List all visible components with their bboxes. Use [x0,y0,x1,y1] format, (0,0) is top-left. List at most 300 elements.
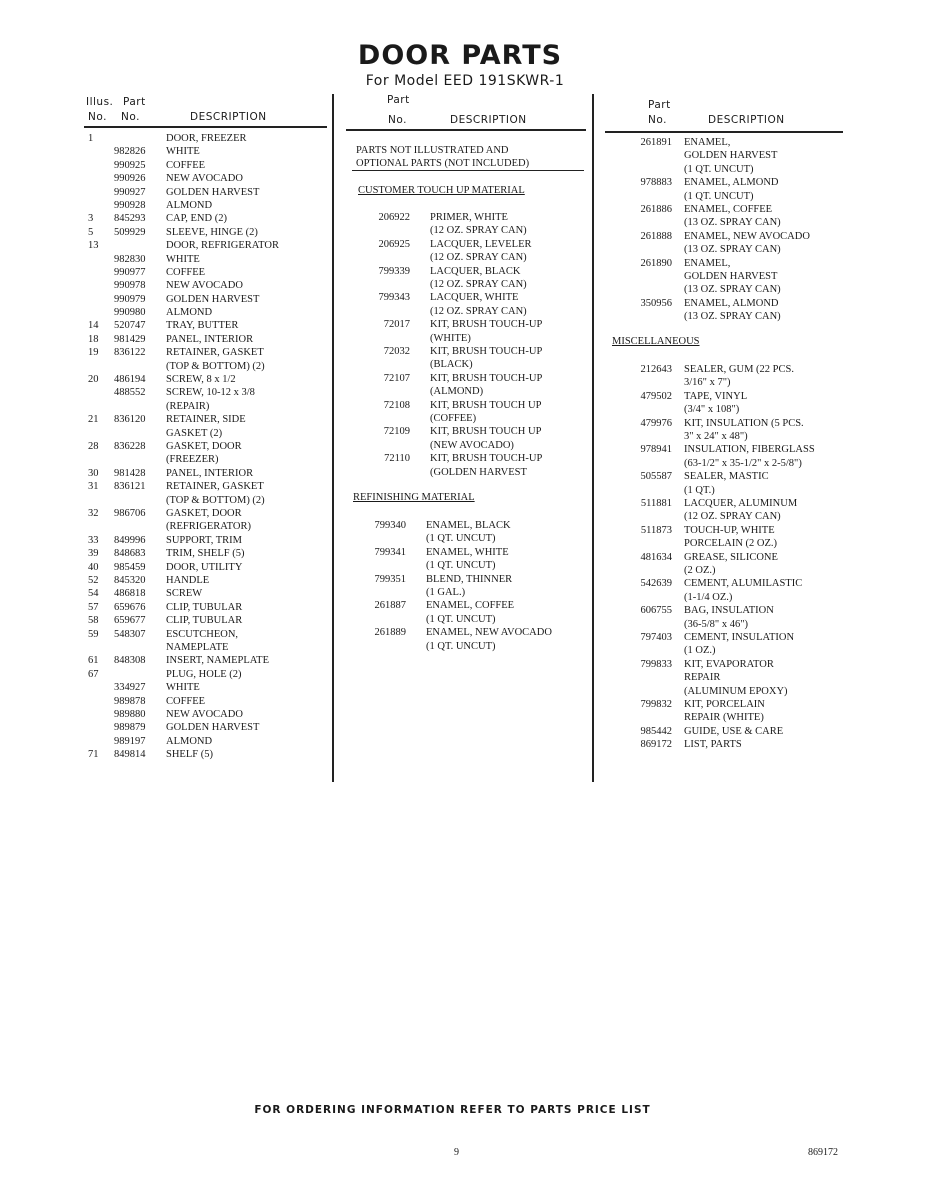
part-description: (2 OZ.) [684,564,716,576]
part-description: PORCELAIN (2 OZ.) [684,538,778,550]
part-number: 981429 [114,333,146,345]
part-description: (1 QT. UNCUT) [684,163,754,175]
table-row [346,372,586,399]
part-description: (REPAIR) [166,400,210,412]
column-divider [332,94,334,782]
table-row [88,748,328,761]
page-title: DOOR PARTS [357,40,563,71]
part-description: (1 QT. UNCUT) [426,560,496,572]
part-description: BLEND, THINNER [426,573,513,585]
part-number: 72109 [383,426,410,438]
part-number: 520747 [114,320,146,332]
illus-number: 5 [88,226,94,238]
table-row [604,551,844,578]
part-number: 985442 [640,725,672,737]
table-row [346,425,586,452]
part-description: (12 OZ. SPRAY CAN) [430,305,527,317]
part-description: LACQUER, ALUMINUM [684,497,798,509]
not-illustrated-heading-2: OPTIONAL PARTS (NOT INCLUDED) [356,158,530,169]
part-number: 72108 [383,399,410,411]
part-description: (BLACK) [430,359,473,371]
table-row [88,547,328,560]
illus-number: 59 [88,628,99,640]
part-number: 261889 [374,627,406,639]
table-row [346,626,586,653]
table-row [88,132,328,145]
table-row [604,443,844,470]
part-description: (12 OZ. SPRAY CAN) [430,252,527,264]
table-row [88,628,328,655]
table-row [604,604,844,631]
part-description: ALMOND [166,307,213,319]
table-row [88,253,328,266]
part-description: REPAIR (WHITE) [684,712,764,724]
table-row [88,668,328,681]
header-rule [346,129,586,131]
table-row [604,176,844,203]
table-row [88,561,328,574]
table-row [88,708,328,721]
illus-number: 28 [88,441,99,453]
part-description: HANDLE [166,574,210,586]
page-number: 9 [454,1147,459,1158]
table-row [88,695,328,708]
part-number: 869172 [640,739,672,751]
part-description: (1-1/4 OZ.) [684,591,733,603]
part-description: COFFEE [166,266,206,278]
part-number: 799343 [378,292,410,304]
part-description: CEMENT, ALUMILASTIC [684,578,803,590]
part-number: 836121 [114,481,146,493]
part-number: 505587 [640,471,672,483]
part-description: COFFEE [166,159,206,171]
table-row [346,599,586,626]
part-description: SLEEVE, HINGE (2) [166,226,258,238]
part-number: 849996 [114,534,146,546]
part-description: LACQUER, BLACK [430,265,521,277]
illus-number: 33 [88,534,99,546]
illus-number: 1 [88,133,94,144]
table-row [88,239,328,252]
table-row [604,631,844,658]
part-description: (GOLDEN HARVEST [430,466,527,478]
table-row [604,297,844,324]
description-header: DESCRIPTION [190,111,267,123]
part-description: NAMEPLATE [166,641,229,653]
part-number: 72110 [384,453,410,465]
part-description: TAPE, VINYL [684,390,748,402]
table-row [88,587,328,600]
illus-number: 32 [88,508,99,520]
part-description: CLIP, TUBULAR [166,601,243,613]
section-refinishing: REFINISHING MATERIAL [353,492,475,503]
part-number: 542639 [640,578,672,590]
table-row [88,654,328,667]
illus-number: 30 [88,467,99,479]
part-description: RETAINER, GASKET [166,347,264,359]
table-row [88,574,328,587]
part-number: 990980 [114,307,146,319]
table-row [346,318,586,345]
part-number: 206925 [378,238,410,250]
part-description: GASKET (2) [166,427,223,439]
part-description: (13 OZ. SPRAY CAN) [684,244,781,256]
part-number: 990926 [114,173,146,185]
illus-number: 21 [88,414,99,426]
part-description: (COFFEE) [430,412,477,424]
part-number: 261891 [640,137,672,148]
part-number: 990925 [114,159,146,171]
part-description: (13 OZ. SPRAY CAN) [684,284,781,296]
section-customer-touch-up: CUSTOMER TOUCH UP MATERIAL [358,185,525,196]
part-number: 982830 [114,253,146,265]
part-description: (1 QT. UNCUT) [426,640,496,652]
part-description: (12 OZ. SPRAY CAN) [430,278,527,290]
table-row [346,452,586,479]
column-divider [592,94,594,782]
table-row [604,524,844,551]
part-number: 212643 [640,364,672,375]
part-description: KIT, BRUSH TOUCH-UP [430,453,543,465]
table-row [346,399,586,426]
table-row [604,203,844,230]
part-description: GOLDEN HARVEST [166,186,260,198]
table-row [604,658,844,698]
part-number: 799351 [374,573,406,585]
table-row [88,534,328,547]
illus-number: 40 [88,561,99,573]
description-header: DESCRIPTION [450,114,527,126]
part-description: ESCUTCHEON, [166,628,239,640]
table-row [88,386,328,413]
table-row [604,698,844,725]
part-description: PRIMER, WHITE [430,212,508,223]
part-number: 990928 [114,199,146,211]
table-row [604,390,844,417]
table-row [88,226,328,239]
part-number: 486818 [114,588,146,600]
parts-list-touch-up [346,211,586,479]
table-row [604,725,844,738]
table-row [604,738,844,751]
part-description: ENAMEL, ALMOND [684,177,779,189]
part-header: Part [387,94,410,106]
table-row [88,614,328,627]
part-number: 479502 [640,390,672,402]
part-number: 659676 [114,601,146,613]
part-description: (36-5/8" x 46") [684,618,748,630]
part-description: KIT, EVAPORATOR [684,658,774,670]
table-row [88,306,328,319]
illus-number: 3 [88,213,94,225]
parts-list-enamel [604,136,844,324]
illus-number: 20 [88,374,99,386]
illus-number: 58 [88,615,99,627]
part-description: KIT, BRUSH TOUCH UP [430,426,542,438]
part-number: 981428 [114,467,146,479]
part-description: (1 QT. UNCUT) [426,533,496,545]
table-row [346,291,586,318]
part-description: KIT, BRUSH TOUCH-UP [430,319,543,331]
part-description: TOUCH-UP, WHITE [684,524,775,536]
table-row [88,507,328,534]
part-number: 836228 [114,441,146,453]
part-description: LACQUER, WHITE [430,292,519,304]
part-number: 985459 [114,561,146,573]
table-row [88,279,328,292]
part-number: 799833 [640,658,672,670]
part-description: GASKET, DOOR [166,508,242,520]
part-description: LIST, PARTS [684,739,742,751]
table-row [88,440,328,467]
part-description: DOOR, FREEZER [166,133,247,144]
part-number: 511873 [640,524,672,536]
part-description: (REFRIGERATOR) [166,521,251,533]
part-description: ENAMEL, NEW AVOCADO [426,627,552,639]
illus-number: 61 [88,655,99,667]
part-description: GUIDE, USE & CARE [684,725,784,737]
part-description: CAP, END (2) [166,213,227,225]
part-description: GOLDEN HARVEST [166,293,260,305]
part-number: 989878 [114,695,146,707]
table-row [88,601,328,614]
part-description: LACQUER, LEVELER [430,238,532,250]
header-rule [605,131,843,133]
table-row [346,345,586,372]
part-number: 990978 [114,280,146,292]
part-description: KIT, BRUSH TOUCH-UP [430,345,543,357]
table-row [88,346,328,373]
part-number: 978883 [640,177,672,189]
illus-number: 14 [88,320,99,332]
part-description: (63-1/2" x 35-1/2" x 2-5/8") [684,457,802,469]
part-description: RETAINER, SIDE [166,414,246,426]
table-row [604,470,844,497]
part-description: ALMOND [166,735,213,747]
part-description: PLUG, HOLE (2) [166,668,242,680]
table-row [88,145,328,158]
part-number: 845320 [114,574,146,586]
part-description: (1 QT. UNCUT) [684,190,754,202]
part-number: 261887 [374,600,406,612]
part-number: 797403 [640,631,672,643]
part-description: ALMOND [166,199,213,211]
part-description: BAG, INSULATION [684,605,774,617]
part-description: REPAIR [684,672,721,684]
part-description: ENAMEL, WHITE [426,546,509,558]
table-row [88,681,328,694]
table-row [88,373,328,386]
part-description: WHITE [166,146,200,158]
part-number: 72107 [383,372,410,384]
part-description: WHITE [166,253,200,265]
part-description: (12 OZ. SPRAY CAN) [430,225,527,237]
part-number: 990977 [114,266,146,278]
table-row [88,721,328,734]
table-row [346,519,586,546]
part-description: ENAMEL, COFFEE [426,600,515,612]
part-number: 481634 [640,551,672,563]
part-number: 479976 [640,417,672,429]
table-row [604,577,844,604]
part-description: (1 QT. UNCUT) [426,613,496,625]
part-number: 799832 [640,698,672,710]
part-description: NEW AVOCADO [166,280,243,292]
part-number: 350956 [640,297,672,309]
table-row [88,186,328,199]
table-row [88,735,328,748]
part-description: (NEW AVOCADO) [430,439,514,451]
part-header: Part [648,99,671,111]
part-description: (WHITE) [430,332,471,344]
part-description: (3/4" x 108") [684,404,740,416]
part-description: (TOP & BOTTOM) (2) [166,360,265,372]
header-rule [84,126,327,128]
illus-number: 39 [88,548,99,560]
part-number: 848308 [114,655,146,667]
part-description: CEMENT, INSULATION [684,631,795,643]
part-number: 486194 [114,374,146,386]
part-description: COFFEE [166,695,206,707]
illus-number: 18 [88,333,99,345]
table-row [604,497,844,524]
part-number: 72032 [383,345,410,357]
part-number: 982826 [114,146,146,158]
illus-header: Illus. [86,96,114,108]
part-number: 548307 [114,628,146,640]
illus-number: 54 [88,588,99,600]
part-number: 334927 [114,682,146,694]
part-description: ENAMEL, COFFEE [684,203,773,215]
part-description: TRAY, BUTTER [166,320,239,332]
illus-number: 71 [88,749,99,761]
part-description: RETAINER, GASKET [166,481,264,493]
table-row [604,363,844,390]
part-no-header: No. [648,114,667,126]
illus-number: 52 [88,574,99,586]
part-number: 261890 [640,257,672,269]
illus-number: 57 [88,601,99,613]
part-description: (TOP & BOTTOM) (2) [166,494,265,506]
not-illustrated-heading-1: PARTS NOT ILLUSTRATED AND [356,145,509,156]
part-description: KIT, INSULATION (5 PCS. [684,417,804,429]
table-row [88,293,328,306]
part-description: SHELF (5) [166,749,213,761]
part-description: GASKET, DOOR [166,441,242,453]
part-header: Part [123,96,146,108]
part-description: GOLDEN HARVEST [684,270,778,282]
part-number: 799339 [378,265,410,277]
part-description: PANEL, INTERIOR [166,467,254,479]
part-description: SCREW, 8 x 1/2 [166,374,236,386]
part-description: SEALER, MASTIC [684,471,769,483]
part-description: (ALUMINUM EPOXY) [684,685,788,697]
part-description: 3" x 24" x 48") [684,430,748,442]
part-description: SUPPORT, TRIM [166,534,243,546]
table-row [88,467,328,480]
part-description: ENAMEL, ALMOND [684,297,779,309]
part-number: 836120 [114,414,146,426]
table-row [88,413,328,440]
part-description: ENAMEL, BLACK [426,520,511,531]
part-number: 836122 [114,347,146,359]
part-description: ENAMEL, [684,257,731,269]
part-description: SEALER, GUM (22 PCS. [684,364,794,375]
parts-list-illustrated [88,132,328,761]
part-description: TRIM, SHELF (5) [166,548,245,560]
part-number: 989197 [114,735,146,747]
table-row [604,257,844,297]
part-number: 72017 [383,319,410,331]
part-description: (1 OZ.) [684,645,716,657]
part-description: PANEL, INTERIOR [166,333,254,345]
part-description: (13 OZ. SPRAY CAN) [684,311,781,323]
illus-number: 13 [88,240,99,252]
part-no-header: No. [388,114,407,126]
part-number: 261886 [640,203,672,215]
table-row [604,136,844,176]
part-description: ENAMEL, NEW AVOCADO [684,230,810,242]
table-row [88,266,328,279]
part-number: 845293 [114,213,146,225]
part-description: KIT, BRUSH TOUCH-UP [430,372,543,384]
part-number: 206922 [378,212,410,223]
table-row [88,172,328,185]
part-number: 606755 [640,605,672,617]
part-number: 848683 [114,548,146,560]
table-row [346,238,586,265]
table-row [88,480,328,507]
part-description: GREASE, SILICONE [684,551,778,563]
part-description: NEW AVOCADO [166,708,243,720]
part-number: 849814 [114,749,146,761]
ordering-note: FOR ORDERING INFORMATION REFER TO PARTS PRICE LIST [254,1104,651,1116]
part-number: 978941 [640,444,672,456]
part-number: 989880 [114,708,146,720]
part-number: 990979 [114,293,146,305]
table-row [88,333,328,346]
parts-list-refinishing [346,519,586,653]
parts-list-miscellaneous [604,363,844,752]
table-row [604,230,844,257]
part-number: 659677 [114,615,146,627]
document-number: 869172 [808,1147,838,1158]
table-row [346,265,586,292]
illus-number: 31 [88,481,99,493]
part-number: 989879 [114,722,146,734]
part-description: (13 OZ. SPRAY CAN) [684,217,781,229]
part-description: (1 QT.) [684,484,715,496]
part-description: ENAMEL, [684,137,731,148]
part-description: (FREEZER) [166,454,219,466]
part-number: 509929 [114,226,146,238]
table-row [88,319,328,332]
part-description: INSULATION, FIBERGLASS [684,444,815,456]
part-description: SCREW [166,588,203,600]
part-description: KIT, PORCELAIN [684,698,765,710]
table-row [346,546,586,573]
part-description: KIT, BRUSH TOUCH UP [430,399,542,411]
table-row [88,212,328,225]
part-number: 261888 [640,230,672,242]
part-description: CLIP, TUBULAR [166,615,243,627]
part-description: (12 OZ. SPRAY CAN) [684,511,781,523]
part-description: GOLDEN HARVEST [684,150,778,162]
part-number: 799340 [374,520,406,531]
part-number: 986706 [114,508,146,520]
part-number: 990927 [114,186,146,198]
table-row [604,417,844,444]
